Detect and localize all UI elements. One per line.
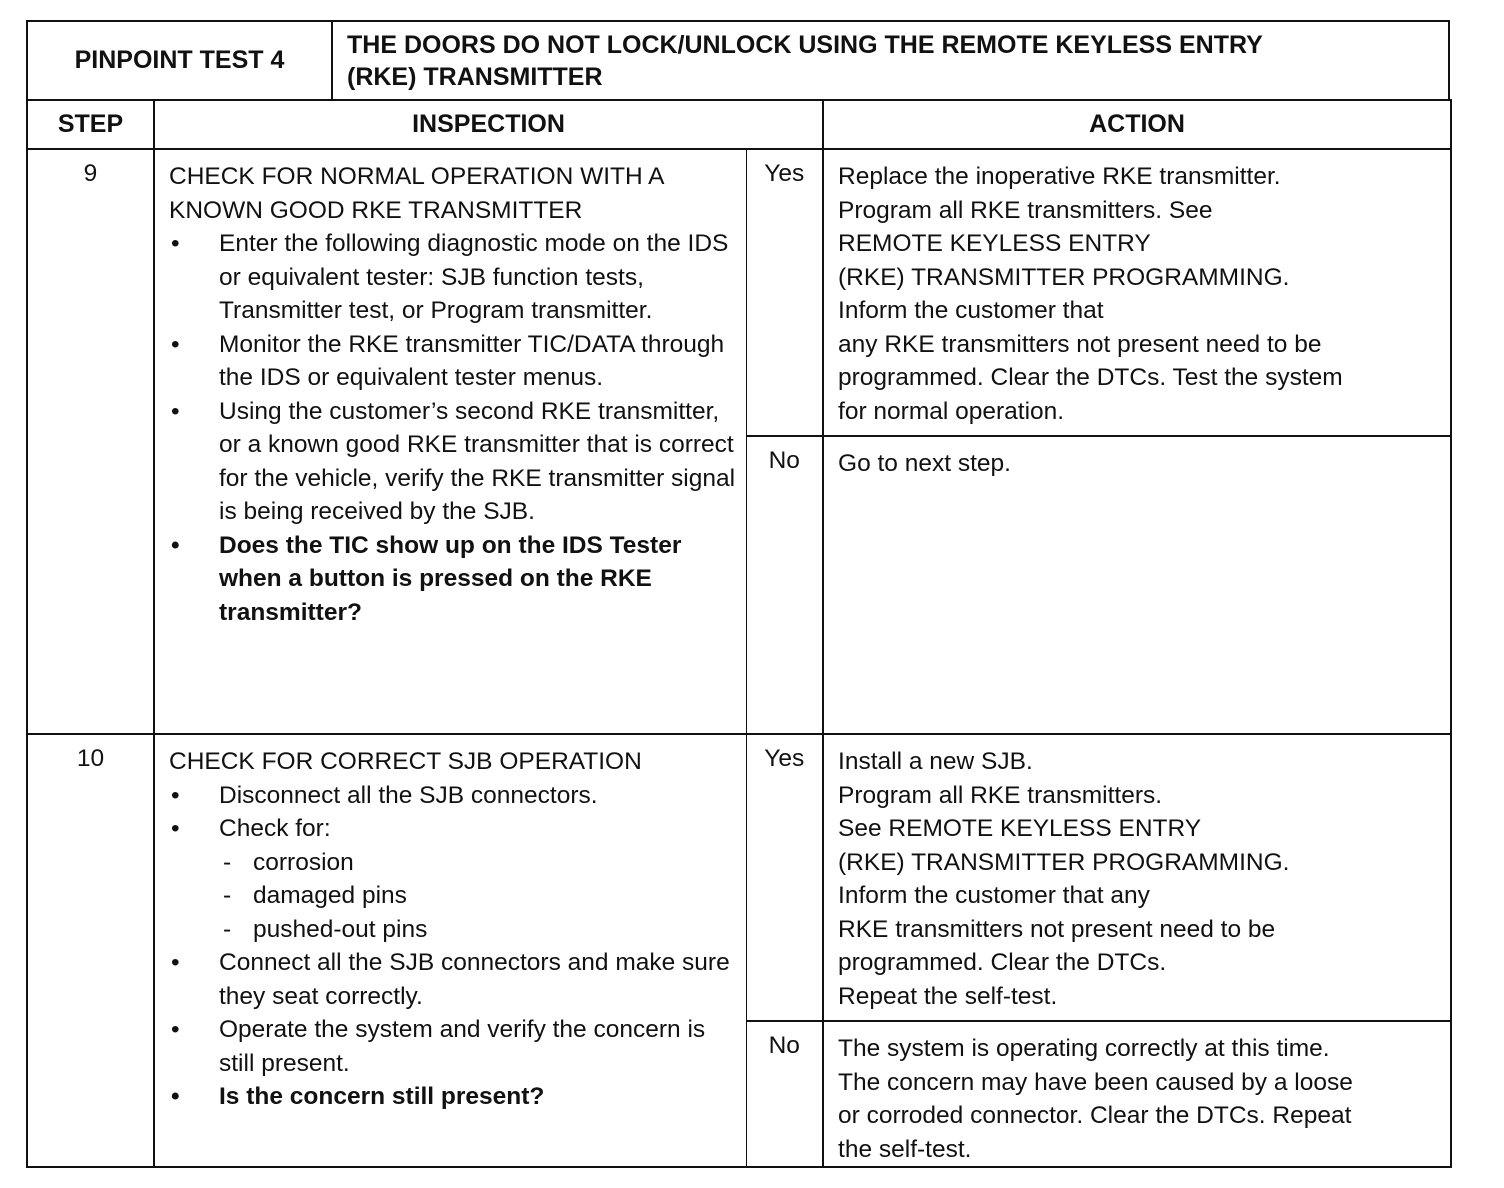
step-10-yes-row	[27, 734, 1451, 1021]
step-number: 9	[27, 149, 154, 734]
step-10-bullet-disconnect: • Disconnect all the SJB connectors.	[169, 779, 738, 813]
test-title	[333, 22, 1448, 99]
step-10-bullet-operate: • Operate the system and verify the concern is still present.	[169, 1013, 738, 1080]
step-10-bullet-check	[169, 812, 738, 946]
step-9-title-1: CHECK FOR NORMAL OPERATION WITH A	[169, 163, 665, 190]
step-9-bullets	[169, 227, 738, 629]
check-item: - damaged pins	[219, 879, 738, 913]
action-line: The concern may have been caused by a loose	[838, 1068, 1353, 1096]
test-title-line-2: (RKE) TRANSMITTER	[347, 63, 603, 91]
no-label: No	[746, 1021, 823, 1167]
step-10-bullet-connect: • Connect all the SJB connectors and make sure they seat correctly.	[169, 946, 738, 1013]
pinpoint-test-frame	[26, 20, 1450, 1168]
step-9-yes-row	[27, 149, 1451, 436]
yes-label: Yes	[746, 734, 823, 1021]
action-line: Install a new SJB.	[838, 748, 1033, 775]
step-9-inspection	[154, 149, 746, 734]
no-label: No	[746, 436, 823, 734]
action-line: Replace the inoperative RKE transmitter.	[838, 163, 1281, 190]
test-header	[26, 20, 1450, 99]
test-title-line-1: THE DOORS DO NOT LOCK/UNLOCK USING THE REMOTE KEYLESS ENTRY	[347, 31, 1263, 59]
action-line: REMOTE KEYLESS ENTRY	[838, 230, 1151, 257]
action-line: The system is operating correctly at this time.	[838, 1035, 1330, 1062]
check-items	[219, 846, 738, 947]
action-line: Repeat the self-test.	[838, 982, 1058, 1010]
action-line: (RKE) TRANSMITTER PROGRAMMING.	[838, 263, 1290, 291]
step-10-no-action	[823, 1021, 1451, 1167]
step-9-title-2: KNOWN GOOD RKE TRANSMITTER	[169, 196, 583, 224]
step-9-question: • Does the TIC show up on the IDS Tester when a button is pressed on the RKE transmitter?	[169, 529, 738, 630]
action-line: Inform the customer that any	[838, 882, 1150, 909]
column-header-row	[27, 100, 1451, 149]
yes-label: Yes	[746, 149, 823, 436]
step-10-title: CHECK FOR CORRECT SJB OPERATION	[169, 748, 642, 775]
check-for-label: Check for:	[219, 815, 331, 842]
action-line: the self-test.	[838, 1135, 972, 1163]
step-10-yes-action	[823, 734, 1451, 1021]
step-9-yes-action	[823, 149, 1451, 436]
col-step: STEP	[27, 100, 154, 149]
step-9-no-action: Go to next step.	[823, 436, 1451, 734]
action-line: (RKE) TRANSMITTER PROGRAMMING.	[838, 848, 1290, 876]
check-item: - pushed-out pins	[219, 913, 738, 947]
step-9-bullet-1: • Enter the following diagnostic mode on the IDS or equivalent tester: SJB function tests, Transmitter test, or Program transmitter.	[169, 227, 738, 328]
step-10-question: • Is the concern still present?	[169, 1080, 738, 1114]
step-10-bullets	[169, 779, 738, 1114]
step-10-inspection	[154, 734, 746, 1167]
action-line: any RKE transmitters not present need to be	[838, 330, 1322, 358]
action-line: Inform the customer that	[838, 297, 1104, 324]
step-number: 10	[27, 734, 154, 1167]
check-item: - corrosion	[219, 846, 738, 880]
action-line: See REMOTE KEYLESS ENTRY	[838, 815, 1202, 842]
action-line: programmed. Clear the DTCs.	[838, 949, 1167, 976]
action-line: Program all RKE transmitters.	[838, 781, 1163, 809]
test-id: PINPOINT TEST 4	[28, 22, 333, 99]
action-line: Program all RKE transmitters. See	[838, 196, 1213, 224]
col-inspection: INSPECTION	[154, 100, 823, 149]
action-line: RKE transmitters not present need to be	[838, 915, 1276, 943]
action-line: for normal operation.	[838, 397, 1065, 425]
step-9-bullet-3: • Using the customer’s second RKE transmitter, or a known good RKE transmitter that is correct for the vehicle, verify the RKE transmitter signal is being received by the SJB.	[169, 395, 738, 529]
step-9-bullet-2: • Monitor the RKE transmitter TIC/DATA through the IDS or equivalent tester menus.	[169, 328, 738, 395]
col-action: ACTION	[823, 100, 1451, 149]
action-line: or corroded connector. Clear the DTCs. Repeat	[838, 1102, 1352, 1129]
action-line: programmed. Clear the DTCs. Test the system	[838, 364, 1343, 391]
pinpoint-table	[26, 99, 1452, 1168]
